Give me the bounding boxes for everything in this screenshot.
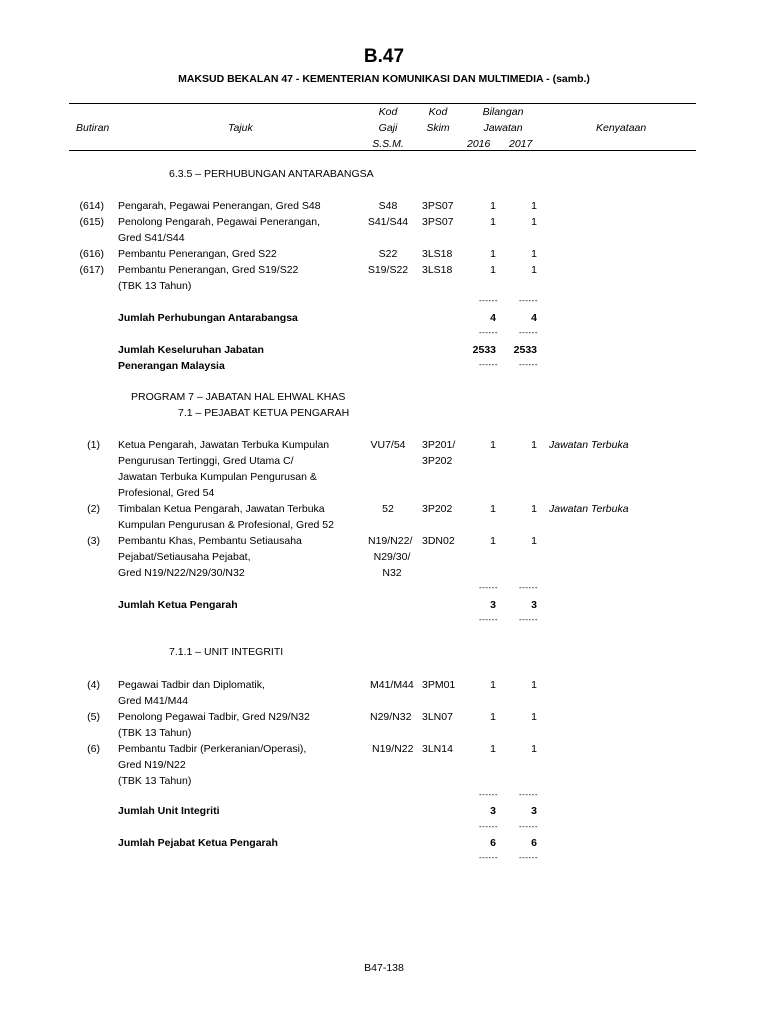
total-2016: 2533 xyxy=(472,344,496,356)
row-tajuk-line: Gred S41/S44 xyxy=(118,232,185,244)
row-kod-gaji: VU7/54 xyxy=(370,439,406,451)
row-tajuk-line: (TBK 13 Tahun) xyxy=(118,775,192,787)
row-number: (615) xyxy=(79,216,104,228)
header-top-rule xyxy=(69,103,696,104)
header-kod-gaji-1: Kod xyxy=(378,106,398,118)
row-number: (617) xyxy=(79,264,104,276)
row-number: (614) xyxy=(79,200,104,212)
separator: ------ xyxy=(519,615,538,624)
header-kod-gaji-3: S.S.M. xyxy=(372,138,404,150)
total-2016: 3 xyxy=(490,805,496,817)
row-number: (6) xyxy=(87,743,100,755)
row-kod-gaji: 52 xyxy=(382,503,394,515)
row-2017: 1 xyxy=(531,200,537,212)
total-2017: 4 xyxy=(531,312,537,324)
row-kod-gaji: N29/N32 xyxy=(370,711,412,723)
header-butiran: Butiran xyxy=(76,122,110,134)
section-heading-711: 7.1.1 – UNIT INTEGRITI xyxy=(169,646,284,658)
row-2016: 1 xyxy=(490,711,496,723)
row-kod-gaji: S19/S22 xyxy=(367,264,409,276)
header-bottom-rule xyxy=(69,150,696,151)
row-2016: 1 xyxy=(490,248,496,260)
row-tajuk: Pegawai Tadbir dan Diplomatik, xyxy=(118,679,265,691)
row-tajuk: Pembantu Khas, Pembantu Setiausaha xyxy=(118,535,302,547)
row-2016: 1 xyxy=(490,679,496,691)
separator: ------ xyxy=(519,328,538,337)
row-kod-gaji: N19/N22/ xyxy=(368,535,413,547)
row-tajuk-line: (TBK 13 Tahun) xyxy=(118,727,192,739)
row-2017: 1 xyxy=(531,248,537,260)
row-kod-gaji-line: N32 xyxy=(382,567,402,579)
row-tajuk: Pembantu Penerangan, Gred S19/S22 xyxy=(118,264,299,276)
row-tajuk-line: (TBK 13 Tahun) xyxy=(118,280,192,292)
row-2017: 1 xyxy=(531,264,537,276)
separator: ------ xyxy=(479,822,498,831)
row-2016: 1 xyxy=(490,439,496,451)
row-2017: 1 xyxy=(531,216,537,228)
row-kod-gaji: S41/S44 xyxy=(367,216,409,228)
row-number: (4) xyxy=(87,679,100,691)
row-2017: 1 xyxy=(531,439,537,451)
section-heading-71: 7.1 – PEJABAT KETUA PENGARAH xyxy=(178,407,350,419)
row-tajuk: Penolong Pengarah, Pegawai Penerangan, xyxy=(118,216,320,228)
row-kod-skim: 3PS07 xyxy=(422,200,454,212)
row-number: (2) xyxy=(87,503,100,515)
header-bilangan: Bilangan xyxy=(482,106,524,118)
total-label: Jumlah Perhubungan Antarabangsa xyxy=(118,312,298,324)
separator: ------ xyxy=(519,583,538,592)
row-kod-skim-line: 3P202 xyxy=(422,455,453,467)
header-kenyataan: Kenyataan xyxy=(596,122,647,134)
row-kod-skim: 3LN07 xyxy=(422,711,453,723)
row-kod-skim: 3P201/ xyxy=(422,439,456,451)
header-jawatan: Jawatan xyxy=(483,122,523,134)
row-tajuk: Pembantu Penerangan, Gred S22 xyxy=(118,248,277,260)
row-2017: 1 xyxy=(531,535,537,547)
row-tajuk: Pembantu Tadbir (Perkeranian/Operasi), xyxy=(118,743,307,755)
row-kenyataan: Jawatan Terbuka xyxy=(549,503,629,515)
header-tajuk: Tajuk xyxy=(228,122,253,134)
row-2017: 1 xyxy=(531,711,537,723)
row-kod-skim: 3PM01 xyxy=(422,679,456,691)
row-tajuk-line: Profesional, Gred 54 xyxy=(118,487,215,499)
row-kod-skim: 3LS18 xyxy=(422,264,453,276)
total-label: Jumlah Ketua Pengarah xyxy=(118,599,238,611)
separator: ------ xyxy=(479,360,498,369)
row-tajuk-line: Jawatan Terbuka Kumpulan Pengurusan & xyxy=(118,471,317,483)
total-2016: 4 xyxy=(490,312,496,324)
row-number: (1) xyxy=(87,439,100,451)
row-number: (616) xyxy=(79,248,104,260)
row-2016: 1 xyxy=(490,200,496,212)
separator: ------ xyxy=(479,615,498,624)
row-kod-gaji: N19/N22 xyxy=(372,743,414,755)
row-kod-skim: 3LN14 xyxy=(422,743,453,755)
row-kod-skim: 3P202 xyxy=(422,503,453,515)
row-2016: 1 xyxy=(490,503,496,515)
total-2017: 3 xyxy=(531,599,537,611)
row-kod-gaji: S48 xyxy=(378,200,398,212)
section-heading-635: 6.3.5 – PERHUBUNGAN ANTARABANGSA xyxy=(169,168,374,180)
row-kod-gaji: M41/M44 xyxy=(370,679,414,691)
row-number: (5) xyxy=(87,711,100,723)
separator: ------ xyxy=(479,583,498,592)
row-tajuk-line: Kumpulan Pengurusan & Profesional, Gred 52 xyxy=(118,519,334,531)
total-2016: 6 xyxy=(490,837,496,849)
separator: ------ xyxy=(519,296,538,305)
row-tajuk-line: Pejabat/Setiausaha Pejabat, xyxy=(118,551,251,563)
row-tajuk: Timbalan Ketua Pengarah, Jawatan Terbuka xyxy=(118,503,325,515)
row-tajuk-line: Gred N19/N22/N29/30/N32 xyxy=(118,567,245,579)
row-tajuk: Ketua Pengarah, Jawatan Terbuka Kumpulan xyxy=(118,439,330,451)
separator: ------ xyxy=(519,853,538,862)
row-tajuk-line: Gred N19/N22 xyxy=(118,759,186,771)
row-kod-skim: 3PS07 xyxy=(422,216,454,228)
row-kod-gaji: S22 xyxy=(378,248,398,260)
row-tajuk: Penolong Pegawai Tadbir, Gred N29/N32 xyxy=(118,711,310,723)
separator: ------ xyxy=(479,853,498,862)
row-2016: 1 xyxy=(490,535,496,547)
page-title: B.47 xyxy=(363,46,405,67)
header-kod-skim-2: Skim xyxy=(426,122,450,134)
row-2017: 1 xyxy=(531,503,537,515)
separator: ------ xyxy=(479,328,498,337)
total-label: Jumlah Keseluruhan Jabatan xyxy=(118,344,264,356)
row-kod-gaji-line: N29/30/ xyxy=(373,551,411,563)
total-2016: 3 xyxy=(490,599,496,611)
row-2016: 1 xyxy=(490,216,496,228)
total-label-line: Penerangan Malaysia xyxy=(118,360,225,372)
row-2017: 1 xyxy=(531,679,537,691)
row-number: (3) xyxy=(87,535,100,547)
row-tajuk: Pengarah, Pegawai Penerangan, Gred S48 xyxy=(118,200,321,212)
total-2017: 2533 xyxy=(513,344,537,356)
header-kod-skim-1: Kod xyxy=(428,106,448,118)
separator: ------ xyxy=(519,790,538,799)
separator: ------ xyxy=(519,822,538,831)
row-kod-skim: 3LS18 xyxy=(422,248,453,260)
total-label: Jumlah Pejabat Ketua Pengarah xyxy=(118,837,278,849)
row-tajuk-line: Gred M41/M44 xyxy=(118,695,189,707)
separator: ------ xyxy=(519,360,538,369)
total-label: Jumlah Unit Integriti xyxy=(118,805,220,817)
row-2016: 1 xyxy=(490,743,496,755)
page-subtitle: MAKSUD BEKALAN 47 - KEMENTERIAN KOMUNIKASI DAN MULTIMEDIA - (samb.) xyxy=(178,73,590,85)
row-2017: 1 xyxy=(531,743,537,755)
header-year-2016: 2016 xyxy=(467,138,491,150)
page-footer: B47-138 xyxy=(364,962,404,974)
total-2017: 3 xyxy=(531,805,537,817)
header-kod-gaji-2: Gaji xyxy=(378,122,398,134)
separator: ------ xyxy=(479,790,498,799)
row-2016: 1 xyxy=(490,264,496,276)
program-heading: PROGRAM 7 – JABATAN HAL EHWAL KHAS xyxy=(131,391,346,403)
row-kenyataan: Jawatan Terbuka xyxy=(549,439,629,451)
row-kod-skim: 3DN02 xyxy=(422,535,455,547)
total-2017: 6 xyxy=(531,837,537,849)
header-year-2017: 2017 xyxy=(509,138,533,150)
row-tajuk-line: Pengurusan Tertinggi, Gred Utama C/ xyxy=(118,455,294,467)
separator: ------ xyxy=(479,296,498,305)
